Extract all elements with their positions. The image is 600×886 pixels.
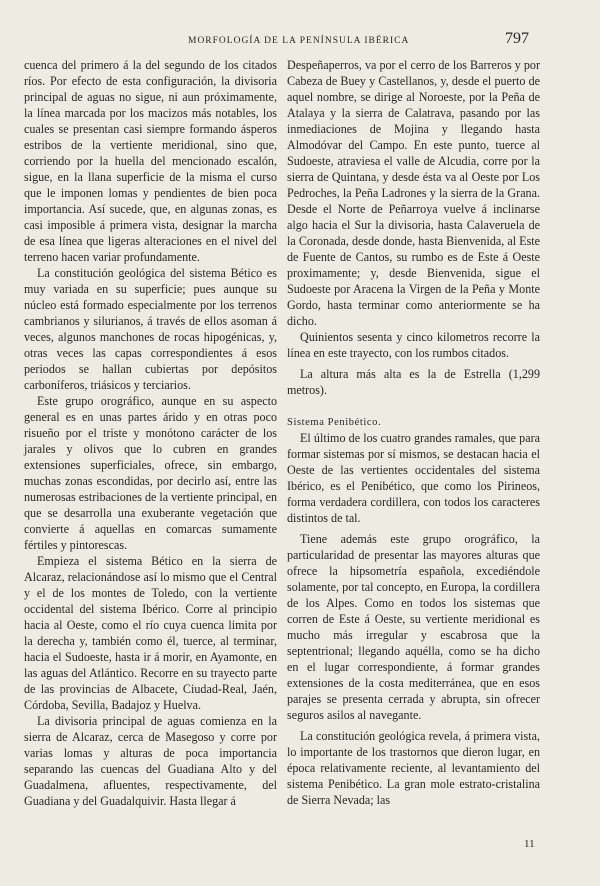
paragraph: Empieza el sistema Bético en la sierra de Alcaraz, relacionándose así lo mismo que el Central y el de los montes de Toledo, con la vertiente occidental del sistema Ibérico. Corre al principio hacia al Oeste, como el río cuya cuenca limita por la derecha y, también como él, tuerce, al terminar, hacia el Sudoeste, hasta ir á morir, en Ayamonte, en las aguas del Atlántico. Recorre en su trayecto parte de las provincias de Albacete, Ciudad-Real, Jaén, Córdoba, Sevilla, Badajoz y Huelva.: [24, 554, 277, 712]
paragraph: El último de los cuatro grandes ramales, que para formar sistemas por sí mismos, se destacan hacia el Oeste de las vertientes occidentales del sistema Ibérico, es el Penibético, que como los Pirineos, forma verdadera cordillera, con todos los caracteres distintos de tal.: [287, 431, 540, 525]
paragraph: La constitución geológica revela, á primera vista, lo importante de los trastornos que dieron lugar, en época relativamente reciente, al levantamiento del sistema Penibético. La gran mole estrato-cristalina de Sierra Nevada; las: [287, 729, 540, 807]
paragraph: Este grupo orográfico, aunque en su aspecto general es en unas partes árido y en otras poco risueño por el triste y monótono carácter de los jarales y olivos que lo cubren en grandes extensiones superficiales, ofrece, sin embargo, muchas zonas escondidas, por decirlo así, entre las numerosas estribaciones de la vertiente principal, en que se desarrolla una exuberante vegetación que convierte á aquellas en comarcas sumamente fértiles y pintorescas.: [24, 394, 277, 552]
paragraph: La constitución geológica del sistema Bético es muy variada en su superficie; pues aunque su núcleo está formado especialmente por los terrenos cambrianos y silurianos, á través de ellos asoman á veces, algunos manchones de rocas hipogénicas, y, otras veces las capas correspondientes á esos periodos se hallan cubiertas por depósitos carboníferos, triásicos y terciarios.: [24, 266, 277, 392]
page-header: [0, 30, 600, 50]
running-head: MORFOLOGÍA DE LA PENÍNSULA IBÉRICA: [188, 36, 410, 46]
paragraph: La altura más alta es la de Estrella (1,299 metros).: [287, 367, 540, 397]
right-column: [287, 57, 540, 808]
left-column: [24, 57, 277, 809]
section-heading: Sistema Penibético.: [287, 417, 382, 428]
paragraph: La divisoria principal de aguas comienza en la sierra de Alcaraz, cerca de Masegoso y corre por varias lomas y alturas de poca importancia separando las cuencas del Guadiana Alto y del Guadalmena, afluentes, respectivamente, del Guadiana y del Guadalquivir. Hasta llegar á: [24, 714, 277, 808]
page-number: 797: [505, 30, 529, 47]
signature-mark: 11: [524, 838, 535, 850]
paragraph: Quinientos sesenta y cinco kilometros recorre la línea en este trayecto, con los rumbos citados.: [287, 330, 540, 360]
paragraph: Tiene además este grupo orográfico, la particularidad de presentar las mayores alturas que ofrece la hipsometría española, excediéndole solamente, por tal concepto, en Europa, la cordillera de los Alpes. Como en todos los sistemas que corren de Este á Oeste, su vertiente meridional es mucho más irregular y escabrosa que la septentrional; llegando aquélla, como se ha dicho en el lugar correspondiente, á formar grandes extensiones de la costa mediterránea, que en esos parajes se presenta cerrada y abrupta, sin ofrecer seguros asilos al navegante.: [287, 532, 540, 722]
paragraph: Despeñaperros, va por el cerro de los Barreros y por Cabeza de Buey y Castellanos, y, desde el puerto de aquel nombre, se dirige al Noroeste, por la Peña de Atalaya y la sierra de Calatrava, pasando por las inmediaciones de Mojina y llegando hasta Almodóvar del Campo. En este punto, tuerce al Sudoeste, atraviesa el valle de Alcudia, corre por la sierra de Quintana, y desde ésta va al Oeste por Los Pedroches, la Peña Ladrones y la sierra de la Grana. Desde el Norte de Peñarroya vuelve á inclinarse algo hacia el Sur la divisoria, hasta Calaveruela de la Coronada, desde donde, hasta Bienvenida, al Este de Fuente de Cantos, su rumbo es de Este á Oeste proximamente; y, desde Bienvenida, sigue el Sudoeste por Aracena la Virgen de la Peña y Monte Gordo, hasta terminar como anteriormente se ha dicho.: [287, 58, 540, 328]
paragraph: cuenca del primero á la del segundo de los citados ríos. Por efecto de esta configuración, la divisoria principal de aguas no sigue, ni aun próximamente, la línea marcada por los macizos más notables, los cuales se presentan casi siempre formando ásperos estribos de la vertiente meridional, sino que, corriendo por la huella del mencionado escalón, sigue, en la llana superficie de la misma el curso que le imponen lomas y pendientes de bien poca importancia. Así sucede, que, en algunas zonas, es casi imposible á primera vista, designar la marcha de esa línea que ligeras alteraciones en el nivel del terreno hacen variar profundamente.: [24, 58, 277, 264]
